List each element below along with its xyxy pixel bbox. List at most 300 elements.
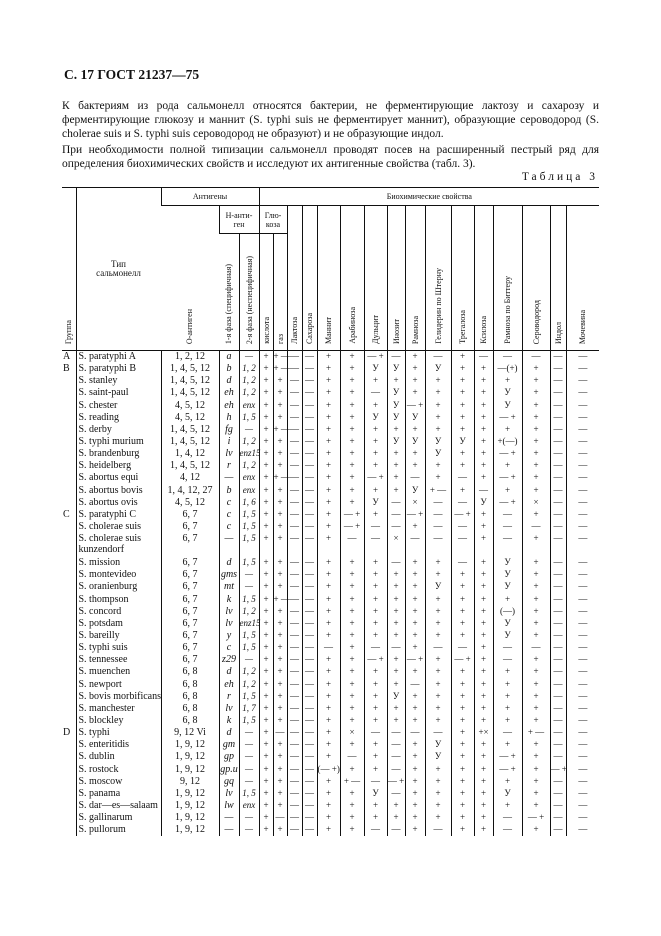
property-cell: —	[287, 629, 302, 641]
property-cell: +	[425, 460, 451, 472]
property-cell: +	[493, 799, 522, 811]
table-row	[62, 629, 599, 641]
property-cell: —	[493, 533, 522, 557]
property-cell: +	[493, 666, 522, 678]
property-cell: —	[302, 642, 317, 654]
property-cell: +	[474, 411, 493, 423]
type-cell: S. saint-paul	[76, 387, 161, 399]
property-cell: +	[522, 581, 550, 593]
o-antigen-cell: 1, 4, 5, 12	[161, 423, 219, 435]
property-cell: +	[273, 751, 287, 763]
property-cell: +	[387, 678, 405, 690]
property-cell: —	[387, 496, 405, 508]
property-cell: +	[405, 751, 425, 763]
property-cell: +	[340, 763, 364, 775]
property-cell: —	[566, 812, 599, 824]
property-cell: +	[405, 557, 425, 569]
property-cell: +	[317, 569, 340, 581]
phase2-cell: enx	[239, 799, 259, 811]
o-antigen-cell: 4, 12	[161, 472, 219, 484]
property-cell: +	[405, 666, 425, 678]
property-cell: +	[387, 460, 405, 472]
type-cell: S. dublin	[76, 751, 161, 763]
property-cell: +	[522, 654, 550, 666]
table-row	[62, 399, 599, 411]
property-cell: +	[340, 593, 364, 605]
property-cell: +	[451, 775, 474, 787]
acid-header: кислота	[259, 234, 273, 351]
property-cell: +	[474, 472, 493, 484]
phase1-cell: c	[219, 496, 239, 508]
property-cell: +	[405, 363, 425, 375]
property-cell: —	[287, 666, 302, 678]
property-cell: +	[493, 678, 522, 690]
property-cell: +	[405, 387, 425, 399]
property-cell: —	[387, 508, 405, 520]
property-cell: —	[387, 739, 405, 751]
property-cell: +	[451, 799, 474, 811]
property-cell: —	[566, 375, 599, 387]
phase2-cell: —	[239, 351, 259, 363]
type-cell: S. panama	[76, 787, 161, 799]
type-cell: S. potsdam	[76, 617, 161, 629]
group-cell	[62, 824, 76, 836]
property-cell: —	[474, 484, 493, 496]
property-cell: +	[340, 617, 364, 629]
property-cell: +	[364, 460, 387, 472]
property-cell: —	[287, 799, 302, 811]
property-cell: +	[273, 520, 287, 532]
property-cell: — +	[522, 812, 550, 824]
property-cell: +	[451, 812, 474, 824]
phase2-cell: enz15	[239, 448, 261, 459]
group-cell	[62, 799, 76, 811]
table-row	[62, 435, 599, 447]
o-antigen-cell: 6, 7	[161, 520, 219, 532]
property-cell: —	[550, 714, 566, 726]
property-cell: — +	[406, 654, 424, 665]
o-antigen-cell: 1, 9, 12	[161, 824, 219, 836]
property-cell: +	[340, 460, 364, 472]
property-cell: —	[287, 751, 302, 763]
property-cell: +	[522, 605, 550, 617]
property-cell: —	[451, 557, 474, 569]
property-cell: У	[387, 363, 405, 375]
property-cell: +	[317, 520, 340, 532]
property-cell: —	[287, 727, 302, 739]
col-trehalose: Трегалоза	[451, 206, 474, 351]
phase1-cell: lw	[219, 799, 239, 811]
property-cell: —	[287, 423, 302, 435]
property-cell: +	[259, 593, 273, 605]
property-cell: У	[425, 581, 451, 593]
property-cell: +	[259, 435, 273, 447]
property-cell: У	[425, 448, 451, 460]
property-cell: — +	[340, 508, 364, 520]
phase2-cell: —	[239, 727, 259, 739]
property-cell: +	[259, 484, 273, 496]
property-cell: —	[273, 812, 287, 824]
property-cell: —	[405, 727, 425, 739]
property-cell: +	[364, 702, 387, 714]
property-cell: —	[493, 824, 522, 836]
property-cell: —	[550, 727, 566, 739]
property-cell: —	[474, 351, 493, 363]
property-cell: +	[387, 799, 405, 811]
table-row	[62, 472, 599, 484]
property-cell: —	[364, 520, 387, 532]
property-cell: —	[405, 472, 425, 484]
o-antigen-cell: 1, 4, 12	[161, 448, 219, 460]
property-cell: У	[493, 787, 522, 799]
property-cell: +	[317, 678, 340, 690]
property-cell: +	[522, 387, 550, 399]
property-cell: +	[340, 581, 364, 593]
group-cell	[62, 448, 76, 460]
property-cell: У	[493, 617, 522, 629]
property-cell: +	[522, 508, 550, 520]
group-cell	[62, 642, 76, 654]
property-cell: —	[550, 617, 566, 629]
property-cell: +	[340, 678, 364, 690]
o-antigen-cell: 6, 7	[161, 557, 219, 569]
property-cell: —	[566, 702, 599, 714]
property-cell: +	[273, 387, 287, 399]
property-cell: У	[364, 787, 387, 799]
property-cell: +	[340, 375, 364, 387]
property-cell: +	[273, 557, 287, 569]
property-cell: +	[317, 690, 340, 702]
property-cell: —	[302, 605, 317, 617]
property-cell: +	[364, 448, 387, 460]
property-cell: +	[474, 569, 493, 581]
group-cell: C	[63, 508, 70, 520]
property-cell: +	[405, 569, 425, 581]
property-cell: —	[522, 351, 550, 363]
property-cell: У	[425, 751, 451, 763]
phase2-cell: 1, 5	[239, 533, 259, 557]
glucose-header: Глю-коза	[259, 206, 287, 234]
phase1-cell: eh	[219, 399, 239, 411]
property-cell: —	[302, 569, 317, 581]
property-cell: —	[451, 496, 474, 508]
property-cell: —	[387, 351, 405, 363]
property-cell: —	[287, 569, 302, 581]
property-cell: —	[302, 593, 317, 605]
phase1-cell: a	[219, 351, 239, 363]
phase2-cell: 1, 2	[239, 435, 259, 447]
property-cell: —	[364, 727, 387, 739]
phase1-cell: b	[219, 484, 239, 496]
o-antigen-cell: 1, 9, 12	[161, 812, 219, 824]
property-cell: +	[451, 787, 474, 799]
phase1-cell: —	[219, 472, 239, 484]
property-cell: +	[451, 629, 474, 641]
property-cell: + —	[522, 727, 550, 739]
property-cell: +	[451, 593, 474, 605]
property-cell: + —	[273, 351, 290, 362]
property-cell: —	[550, 642, 566, 654]
property-cell: —	[566, 763, 599, 775]
property-cell: — +	[364, 654, 387, 666]
type-cell: S. paratyphi B	[76, 363, 161, 375]
table-row	[62, 775, 599, 787]
property-cell: +	[273, 569, 287, 581]
type-cell: S. typhi suis	[76, 642, 161, 654]
property-cell: +	[425, 812, 451, 824]
property-cell: —	[566, 727, 599, 739]
property-cell: +	[474, 751, 493, 763]
group-cell	[62, 763, 76, 775]
property-cell: +	[405, 460, 425, 472]
property-cell: —	[302, 763, 317, 775]
property-cell: +	[273, 702, 287, 714]
property-cell: +	[340, 714, 364, 726]
group-cell	[62, 751, 76, 763]
property-cell: У	[425, 435, 451, 447]
property-cell: —	[550, 435, 566, 447]
table-row	[62, 727, 599, 739]
property-cell: ×	[340, 727, 364, 739]
phase2-cell: enx	[239, 472, 259, 484]
type-cell: S. brandenburg	[76, 448, 161, 460]
table-caption: Таблица 3	[521, 171, 598, 183]
group-cell	[62, 460, 76, 472]
phase1-cell: gq	[219, 775, 239, 787]
property-cell: —	[287, 617, 302, 629]
phase1-cell: h	[219, 411, 239, 423]
property-cell: +	[364, 629, 387, 641]
property-cell: —	[566, 787, 599, 799]
property-cell: +	[425, 666, 451, 678]
property-cell: +	[425, 375, 451, 387]
property-cell: У	[405, 435, 425, 447]
property-cell: +	[317, 435, 340, 447]
property-cell: —	[566, 799, 599, 811]
property-cell: +	[317, 727, 340, 739]
property-cell: —	[287, 702, 302, 714]
group-cell	[62, 423, 76, 435]
property-cell: +	[340, 448, 364, 460]
group-cell	[62, 593, 76, 605]
phase2-cell: 1, 5	[239, 520, 259, 532]
property-cell: +	[474, 629, 493, 641]
property-cell: —	[302, 787, 317, 799]
group-cell	[62, 812, 76, 824]
property-cell: +	[259, 569, 273, 581]
type-cell: S. typhi	[76, 727, 161, 739]
property-cell: +	[317, 787, 340, 799]
o-antigen-cell: 6, 8	[161, 714, 219, 726]
property-cell: ×	[387, 533, 405, 557]
property-cell: У	[405, 484, 425, 496]
property-cell: —	[566, 351, 599, 363]
property-cell: У	[405, 411, 425, 423]
property-cell: +	[493, 593, 522, 605]
h-antigen-header: Н-анти-ген	[219, 206, 259, 234]
property-cell: —	[287, 654, 302, 666]
property-cell: —	[425, 351, 451, 363]
o-antigen-cell: 1, 2, 12	[161, 351, 219, 363]
property-cell: +	[425, 775, 451, 787]
property-cell: +	[451, 375, 474, 387]
property-cell: +	[522, 423, 550, 435]
type-cell: S. bovis morbificans	[76, 690, 161, 702]
property-cell: У	[451, 435, 474, 447]
property-cell: —	[566, 460, 599, 472]
group-cell	[62, 520, 76, 532]
property-cell: +	[425, 423, 451, 435]
property-cell: +	[317, 375, 340, 387]
property-cell: +	[317, 714, 340, 726]
o-antigen-cell: 6, 7	[161, 617, 219, 629]
property-cell: +	[259, 799, 273, 811]
phase1-cell: r	[219, 690, 239, 702]
property-cell: —	[287, 387, 302, 399]
property-cell: +	[522, 702, 550, 714]
phase1-cell: eh	[219, 678, 239, 690]
property-cell: +	[493, 714, 522, 726]
property-cell: —	[302, 411, 317, 423]
property-cell: +	[405, 824, 425, 836]
o-antigen-cell: 6, 7	[161, 569, 219, 581]
property-cell: +	[474, 460, 493, 472]
property-cell: +	[364, 508, 387, 520]
group-cell: B	[63, 363, 70, 375]
property-cell: +	[387, 472, 405, 484]
property-cell: —	[566, 411, 599, 423]
phase2-cell: 1, 2	[239, 363, 259, 375]
property-cell: +	[340, 411, 364, 423]
property-cell: +	[522, 472, 550, 484]
type-cell: S. cholerae suis	[76, 520, 161, 532]
property-cell: +	[405, 812, 425, 824]
o-antigen-cell: 1, 9, 12	[161, 787, 219, 799]
table-row	[62, 375, 599, 387]
property-cell: +	[340, 702, 364, 714]
table-row	[62, 799, 599, 811]
group-cell: D	[63, 727, 71, 739]
property-cell: +	[405, 775, 425, 787]
o-antigen-cell: 1, 4, 5, 12	[161, 375, 219, 387]
property-cell: +	[317, 751, 340, 763]
property-cell: +	[364, 399, 387, 411]
property-cell: —	[287, 557, 302, 569]
gas-header: газ	[273, 234, 287, 351]
col-inositol: Инозит	[387, 206, 405, 351]
phase1-cell: b	[219, 363, 239, 375]
property-cell: +	[317, 423, 340, 435]
property-cell: +	[425, 799, 451, 811]
property-cell: +	[425, 678, 451, 690]
property-cell: + —	[273, 472, 290, 483]
type-cell: S. stanley	[76, 375, 161, 387]
table-row	[62, 787, 599, 799]
property-cell: —	[550, 812, 566, 824]
property-cell: +	[387, 629, 405, 641]
property-cell: +	[340, 605, 364, 617]
phase1-header: 1-я фаза (специфичная)	[219, 234, 239, 351]
col-h2s: Сероводород	[522, 206, 550, 351]
phase1-cell: —	[219, 824, 239, 836]
phase1-cell: z29	[219, 654, 239, 666]
property-cell: +	[259, 387, 273, 399]
phase1-cell: lv	[219, 617, 239, 629]
property-cell: +	[364, 690, 387, 702]
col-indole: Индол	[550, 206, 566, 351]
property-cell: +	[522, 448, 550, 460]
property-cell: —	[302, 508, 317, 520]
phase2-cell: —	[239, 654, 259, 666]
phase1-cell: gm	[219, 739, 239, 751]
table-row	[62, 520, 599, 532]
table-row	[62, 739, 599, 751]
property-cell: +	[273, 581, 287, 593]
property-cell: +	[474, 557, 493, 569]
property-cell: —	[287, 605, 302, 617]
property-cell: +	[259, 702, 273, 714]
property-cell: —	[566, 569, 599, 581]
property-cell: —	[550, 472, 566, 484]
o-antigen-cell: 6, 8	[161, 666, 219, 678]
property-cell: +	[493, 375, 522, 387]
property-cell: +	[474, 375, 493, 387]
property-cell: +	[340, 484, 364, 496]
phase1-cell: d	[219, 666, 239, 678]
type-cell: S. concord	[76, 605, 161, 617]
property-cell: +	[425, 617, 451, 629]
biochem-header: Биохимические свойства	[259, 188, 599, 206]
property-cell: +	[451, 751, 474, 763]
table-row	[62, 460, 599, 472]
property-cell: —	[550, 448, 566, 460]
property-cell: —	[302, 739, 317, 751]
property-cell: —	[566, 448, 599, 460]
property-cell: +	[340, 351, 364, 363]
type-cell: S. tennessee	[76, 654, 161, 666]
property-cell: +	[451, 605, 474, 617]
property-cell: +	[522, 763, 550, 775]
property-cell: +	[259, 763, 273, 775]
property-cell: +	[317, 387, 340, 399]
col-gelatin-stern: Гелидерин по Штерну	[425, 206, 451, 351]
property-cell: —	[566, 751, 599, 763]
property-cell: +	[273, 399, 287, 411]
table-row	[62, 812, 599, 824]
property-cell: +	[451, 423, 474, 435]
property-cell: —	[302, 690, 317, 702]
property-cell: +	[317, 351, 340, 363]
property-cell: —	[340, 533, 364, 557]
property-cell: —	[302, 460, 317, 472]
property-cell: +	[259, 496, 273, 508]
property-cell: +	[474, 739, 493, 751]
property-cell: +	[474, 763, 493, 775]
property-cell: +	[425, 787, 451, 799]
property-cell: —	[287, 642, 302, 654]
group-cell	[62, 411, 76, 423]
property-cell: +	[474, 363, 493, 375]
property-cell: —	[287, 363, 302, 375]
property-cell: +	[474, 617, 493, 629]
property-cell: —	[550, 678, 566, 690]
property-cell: +	[259, 787, 273, 799]
property-cell: +	[474, 654, 493, 666]
o-antigen-cell: 6, 7	[161, 581, 219, 593]
phase2-cell: 1, 5	[239, 557, 259, 569]
property-cell: —	[566, 435, 599, 447]
property-cell: +	[259, 557, 273, 569]
